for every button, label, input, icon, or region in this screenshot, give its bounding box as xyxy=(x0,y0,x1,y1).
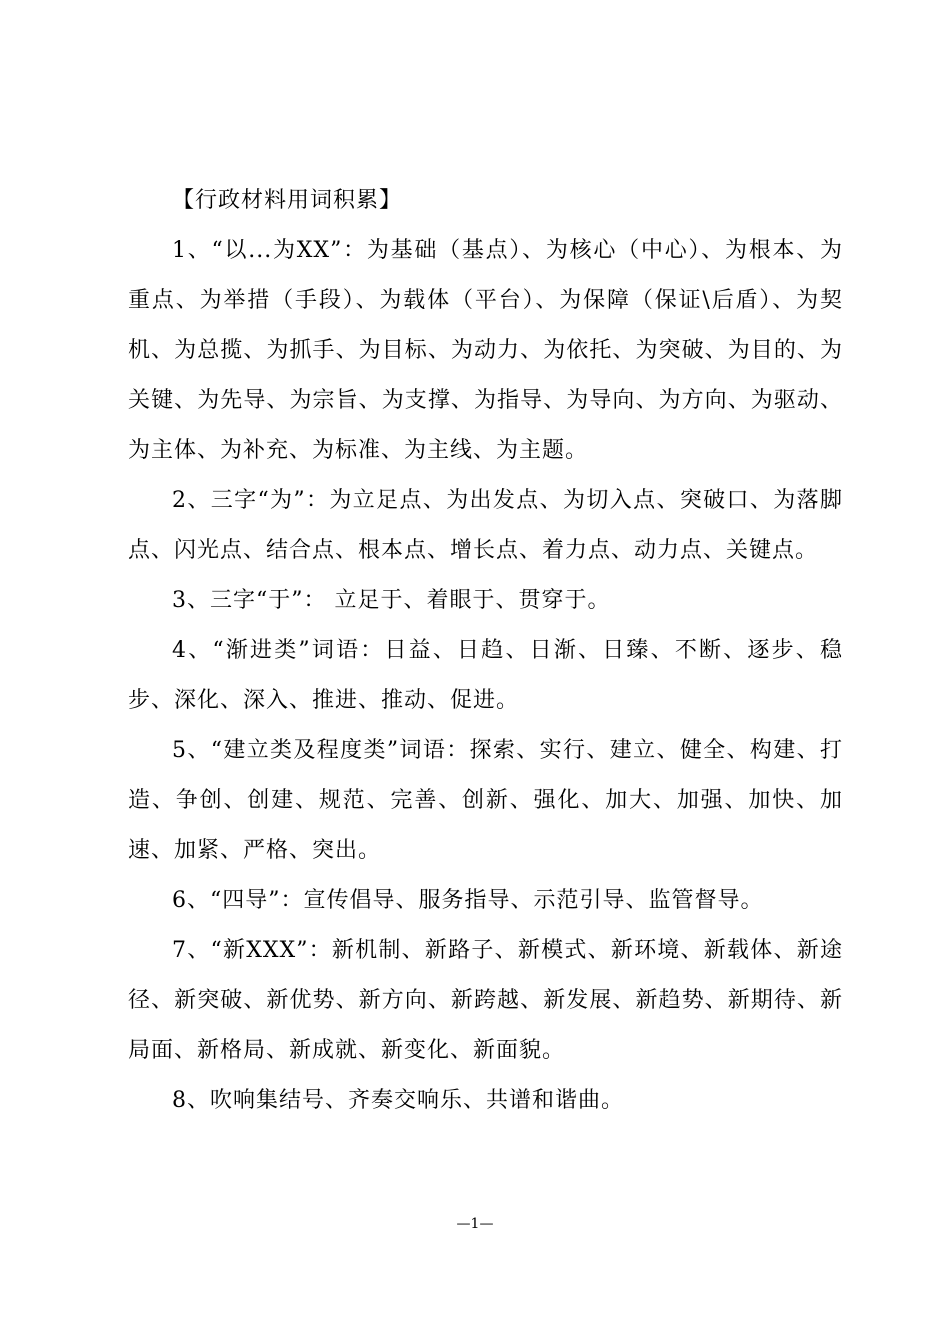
paragraph-5: 5、“建立类及程度类”词语：探索、实行、建立、健全、构建、打造、争创、创建、规范、完善、创新、强化、加大、加强、加快、加速、加紧、严格、突出。 xyxy=(128,738,843,863)
paragraph-7: 7、“新XXX”：新机制、新路子、新模式、新环境、新载体、新途径、新突破、新优势、新方向、新跨越、新发展、新趋势、新期待、新局面、新格局、新成就、新变化、新面貌。 xyxy=(128,938,843,1063)
document-body xyxy=(128,176,843,1126)
document-title: 【行政材料用词积累】 xyxy=(172,188,403,213)
page-number: —1— xyxy=(456,1216,494,1232)
paragraph-8: 8、吹响集结号、齐奏交响乐、共谱和谐曲。 xyxy=(172,1088,624,1113)
paragraph-6: 6、“四导”：宣传倡导、服务指导、示范引导、监管督导。 xyxy=(172,888,764,913)
paragraph-4: 4、“渐进类”词语：日益、日趋、日渐、日臻、不断、逐步、稳步、深化、深入、推进、推动、促进。 xyxy=(128,638,843,713)
paragraph-3: 3、三字“于”： 立足于、着眼于、贯穿于。 xyxy=(172,588,611,613)
paragraph-1: 1、“以...为XX”：为基础（基点）、为核心（中心）、为根本、为重点、为举措（手段）、为载体（平台）、为保障（保证\后盾）、为契机、为总揽、为抓手、为目标、为动力、为依托、为突破、为目的、为关键、为先导、为宗旨、为支撑、为指导、为导向、为方向、为驱动、为主体、为补充、为标准、为主线、为主题。 xyxy=(128,238,843,463)
paragraph-2: 2、三字“为”：为立足点、为出发点、为切入点、突破口、为落脚点、闪光点、结合点、根本点、增长点、着力点、动力点、关键点。 xyxy=(128,488,843,563)
